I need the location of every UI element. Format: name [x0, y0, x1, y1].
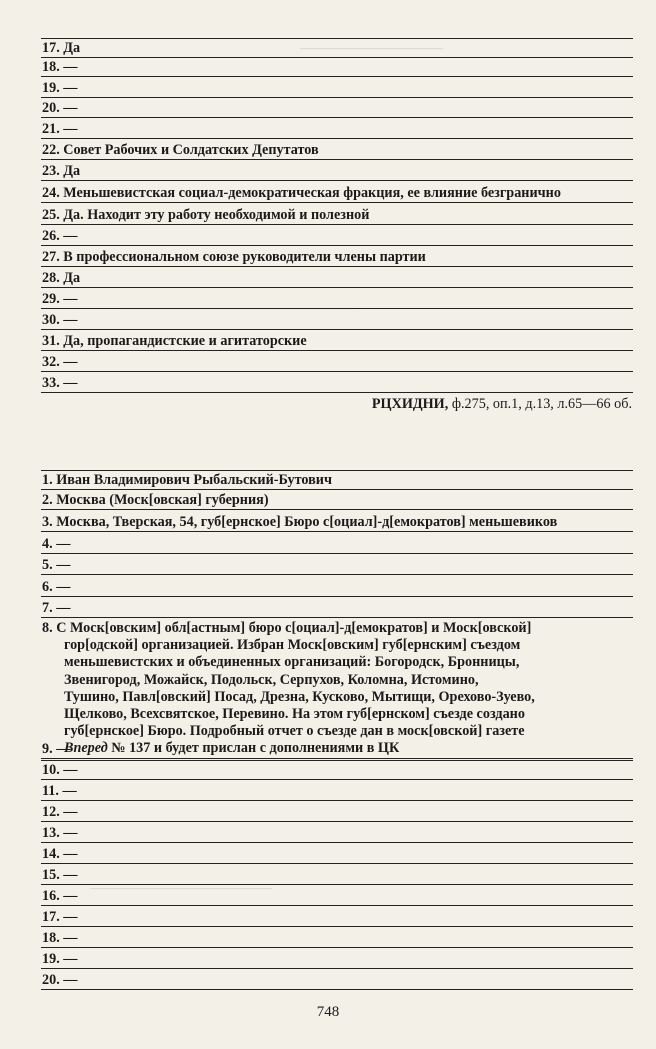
answer-line: 28. Да [41, 269, 633, 288]
answer-line: 1. Иван Владимирович Рыбальский-Бутович [41, 470, 633, 490]
answer-line: 19. — [41, 79, 633, 98]
bleed-through-decoration: —————————————————— [120, 300, 354, 315]
answer-line: 33. — [41, 374, 633, 393]
answer-line: 26. — [41, 227, 633, 246]
answer-line: 3. Москва, Тверская, 54, губ[ернское] Бюро с[оциал]-д[емократов] меньшевиков [41, 513, 633, 532]
answer-line: 2. Москва (Моск[овская] губерния) [41, 491, 633, 510]
answer-line: 4. — [41, 535, 633, 554]
bleed-through-decoration: —————————————— [90, 880, 272, 895]
paragraph-line-rest: № 137 и будет прислан с дополнениями в ЦК [107, 740, 400, 757]
answer-line: 19. — [41, 950, 633, 969]
archive-name: РЦХИДНИ, [371, 396, 449, 412]
answer-line: 16. — [41, 887, 633, 906]
answer-line: 5. — [41, 556, 633, 575]
answer-line: 10. — [41, 761, 633, 780]
answer-line: 6. — [41, 578, 633, 597]
answer-line: 20. — [41, 971, 633, 990]
answer-line: 22. Совет Рабочих и Солдатских Депутатов [41, 141, 633, 160]
answer-line: 30. — [41, 311, 633, 330]
answer-line: 31. Да, пропагандистские и агитаторские [41, 332, 633, 351]
paragraph-line: Тушино, Павл[овский] Посад, Дрезна, Кусково, Мытищи, Орехово-Зуево, [64, 688, 535, 705]
answer-line: 25. Да. Находит эту работу необходимой и полезной [41, 206, 633, 225]
answer-line: 15. — [41, 866, 633, 885]
answer-line: 29. — [41, 290, 633, 309]
answer-line: 18. — [41, 58, 633, 77]
page-number: 748 [316, 1004, 340, 1020]
answer-line: 20. — [41, 99, 633, 118]
answer-line: 11. — [41, 782, 633, 801]
answer-line: 32. — [41, 353, 633, 372]
paragraph-line: гор[одской] организацией. Избран Моск[овским] губ[ернским] съездом [64, 637, 521, 654]
paragraph-line: Щелково, Всехсвятское, Перевино. На этом губ[ернском] съезде создано [64, 706, 525, 723]
answer-line: 13. — [41, 824, 633, 843]
answer-line: 17. — [41, 908, 633, 927]
paragraph-line: губ[ернское] Бюро. Подробный отчет о съезде дан в моск[овской] газете [64, 723, 525, 740]
answer-line: 12. — [41, 803, 633, 822]
answer-line: 9. — [41, 740, 633, 759]
bleed-through-decoration: ——————————— [300, 40, 443, 55]
answer-line: 18. — [41, 929, 633, 948]
answer-line: 27. В профессиональном союзе руководители члены партии [41, 248, 633, 267]
answer-line: 17. Да [41, 38, 633, 58]
answer-line: 24. Меньшевистская социал-демократическая фракция, ее влияние безгранично [41, 184, 633, 203]
paragraph-line: меньшевистских и объединенных организаций: Богородск, Бронницы, [64, 654, 520, 671]
answer-line: 21. — [41, 120, 633, 139]
paragraph-line: 8. С Моск[овским] обл[астным] бюро с[оциал]-д[емократов] и Моск[овской] [42, 620, 532, 636]
paragraph-line: Звенигород, Можайск, Подольск, Серпухов, Коломна, Истомино, [64, 671, 479, 688]
answer-line: 14. — [41, 845, 633, 864]
archive-source-citation [372, 396, 632, 413]
newspaper-title: Вперед [64, 740, 108, 757]
archive-details: ф.275, оп.1, д.13, л.65—66 об. [451, 396, 632, 412]
answer-line: 7. — [41, 599, 633, 618]
answer-line: 23. Да [41, 162, 633, 181]
